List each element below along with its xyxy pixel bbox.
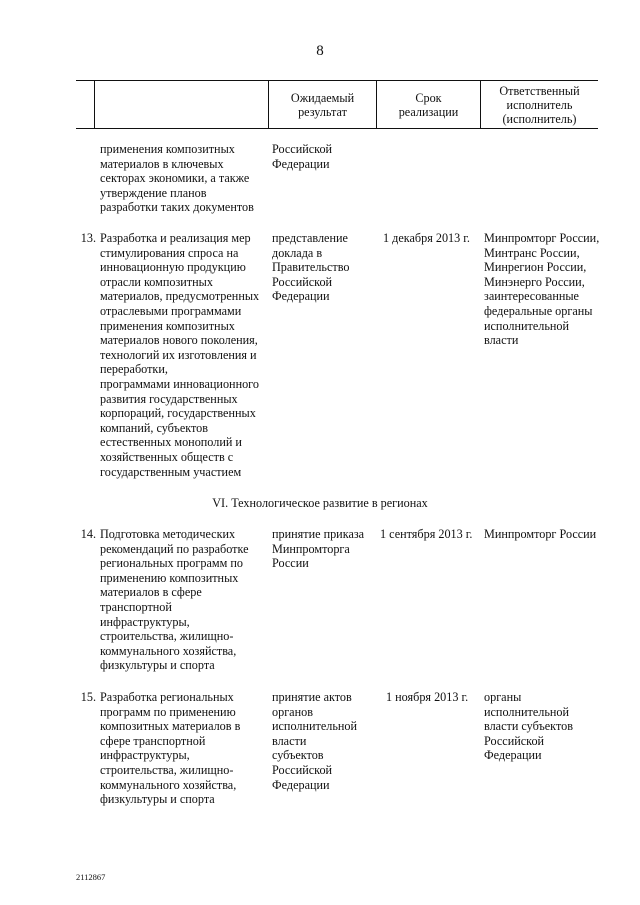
row-15-deadline: 1 ноября 2013 г. — [386, 690, 469, 704]
header-expected-result: Ожидаемый результат — [290, 90, 355, 119]
row-15-measure: Разработка региональных программ по применению композитных материалов в сфере транспортной инфраструктуры, строительства, жилищно- коммунального хозяйства, физкультуры и спорта — [100, 690, 241, 807]
header-deadline: Срок реализации — [398, 90, 459, 119]
column-divider — [94, 80, 95, 129]
row-14-measure: Подготовка методических рекомендаций по разработке региональных программ по применению композитных материалов в сфере транспортной инфраструктуры, строительства, жилищно- коммунального хозяйства, физкультуры и спорта — [100, 527, 249, 673]
page-number: 8 — [316, 43, 324, 59]
section-title: VI. Технологическое развитие в регионах — [212, 496, 428, 510]
row-15-result: принятие актов органов исполнительной власти субъектов Российской Федерации — [272, 690, 358, 792]
row-15-number: 15. — [80, 690, 96, 704]
document-code: 2112867 — [76, 872, 106, 882]
row-13-responsible: Минпромторг России, Минтранс России, Минрегион России, Минэнерго России, заинтересованные федеральные органы исполнительной власти — [484, 231, 600, 348]
header-responsible: Ответственный исполнитель (исполнитель) — [499, 83, 580, 126]
row-15-responsible: органы исполнительной власти субъектов Российской Федерации — [484, 690, 573, 763]
row-13-number: 13. — [80, 231, 96, 245]
row-13-result: представление доклада в Правительство Российской Федерации — [272, 231, 350, 304]
row-14-deadline: 1 сентября 2013 г. — [380, 527, 473, 541]
row-continuation-measure: применения композитных материалов в ключевых секторах экономики, а также утверждение планов разработки таких документов — [100, 142, 254, 215]
row-13-measure: Разработка и реализация мер стимулирования спроса на инновационную продукцию отрасли композитных материалов, предусмотренных отраслевыми программами применения композитных материалов нового поколения, технологий их изготовления и переработки, программами инновационного развития государственных корпораций, государственных компаний, субъектов естественных монополий и хозяйственных обществ с государственным участием — [100, 231, 260, 479]
row-continuation-result: Российской Федерации — [272, 142, 333, 171]
row-13-deadline: 1 декабря 2013 г. — [383, 231, 470, 245]
row-14-number: 14. — [80, 527, 96, 541]
row-14-result: принятие приказа Минпромторга России — [272, 527, 365, 571]
row-14-responsible: Минпромторг России — [484, 527, 597, 541]
table-header-bottom-border — [76, 128, 598, 129]
